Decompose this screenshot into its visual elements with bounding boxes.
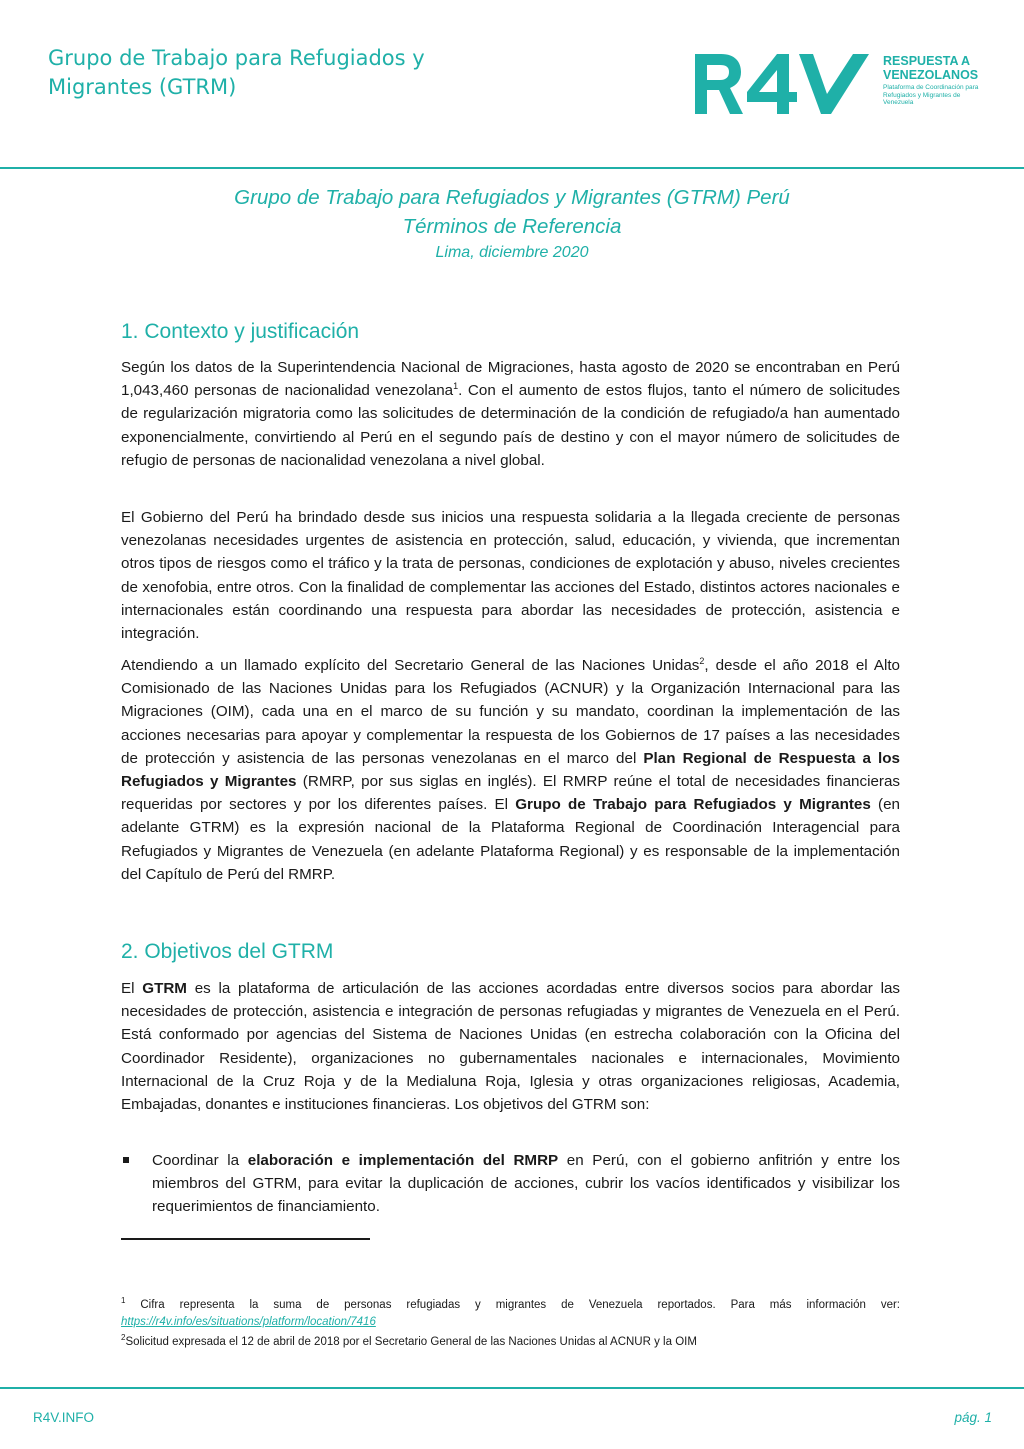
text: (RMRP, por sus siglas en inglés). El RMRP reúne el total de necesidades financieras requeridas por sectores y por los diferentes países. El (121, 773, 900, 814)
header-organization-name (48, 44, 468, 102)
paragraph-context-2: El Gobierno del Perú ha brindado desde sus inicios una respuesta solidaria a la llegada creciente de personas venezolanas necesidades urgentes de asistencia en protección, salud, educación, y vivienda, que incrementan otros tipos de riesgos como el tráfico y la trata de personas, condiciones de explotación y abuso, niveles crecientes de xenofobia, entre otros. Con la finalidad de complementar las acciones del Estado, distintos actores nacionales e internacionales están coordinando una respuesta para abordar las necesidades de protección, asistencia e integración. (121, 509, 900, 643)
header-divider (0, 167, 1024, 169)
document-date: Lima, diciembre 2020 (435, 244, 589, 261)
bold-gtrm-acronym: GTRM (142, 980, 187, 997)
list-item-text (152, 1149, 900, 1219)
logo-text (883, 54, 985, 107)
header-org-line2: Migrantes (GTRM) (48, 75, 237, 99)
section-heading-objectives: 2. Objetivos del GTRM (121, 940, 334, 963)
square-bullet-icon (123, 1157, 129, 1163)
text: en Perú, con el gobierno anfitrión y entre los miembros del GTRM, para evitar la duplicación de acciones, cubrir los vacíos identificados y visibilizar los requerimientos de financiamiento. (152, 1152, 900, 1216)
footnote-ref-1[interactable]: 1 (453, 381, 459, 392)
footnote-ref-2[interactable]: 2 (699, 655, 705, 666)
logo-text-line1: RESPUESTA A (883, 54, 971, 68)
document-title: Grupo de Trabajo para Refugiados y Migrantes (GTRM) Perú (234, 186, 790, 209)
section-heading-context: 1. Contexto y justificación (121, 320, 360, 343)
page-number: pág. 1 (954, 1410, 992, 1425)
footer-site-label: R4V.INFO (33, 1410, 95, 1425)
logo-tagline: Plataforma de Coordinación para Refugiados y Migrantes de Venezuela (883, 84, 979, 106)
footnote-number: 1 (121, 1296, 126, 1306)
text: es la plataforma de articulación de las acciones acordadas entre diversos socios para abordar las necesidades de protección, asistencia e integración de personas refugiadas y migrantes de Venezuela en el Perú. Está conformado por agencias del Sistema de Naciones Unidas (en estrecha colaboración con la Oficina del Coordinador Residente), organizaciones no gubernamentales nacionales e internacionales, Movimiento Internacional de la Cruz Roja y de la Medialuna Roja, Iglesia y otras organizaciones religiosas, Academia, Embajadas, donantes e instituciones financieras. Los objetivos del GTRM son: (121, 980, 900, 1114)
bold-rmrp: Plan Regional de Respuesta a los Refugiados y Migrantes (121, 749, 900, 791)
text: Atendiendo a un llamado explícito del Secretario General de las Naciones Unidas (121, 657, 700, 674)
bold-rmrp-implementation: elaboración e implementación del RMRP (247, 1152, 559, 1169)
text: Coordinar la (152, 1152, 248, 1169)
footnote-link[interactable]: https://r4v.info/es/situations/platform/location/7416 (121, 1315, 376, 1328)
footnote-1 (121, 1297, 900, 1330)
logo-text-line2: VENEZOLANOS (883, 68, 979, 82)
bold-gtrm: Grupo de Trabajo para Refugiados y Migrantes (515, 796, 871, 814)
text: Cifra representa la suma de personas refugiadas y migrantes de Venezuela reportados. Para más información ver: (125, 1299, 900, 1311)
header-org-line1: Grupo de Trabajo para Refugiados y (48, 46, 425, 70)
footnote-2 (121, 1334, 900, 1351)
footnote-separator (121, 1238, 370, 1240)
text: El (121, 980, 143, 997)
paragraph-context-1 (121, 356, 900, 472)
r4v-logo-mark-icon (695, 52, 873, 118)
text: Solicitud expresada el 12 de abril de 2018 por el Secretario General de las Naciones Unidas al ACNUR y la OIM (125, 1336, 697, 1348)
paragraph-objectives-1 (121, 977, 900, 1116)
r4v-logo (695, 52, 985, 118)
text: , desde el año 2018 el Alto Comisionado de las Naciones Unidas para los Refugiados (ACNUR) y la Organización Internacional para las Migraciones (OIM), cada una en el marco de su función y su mandato, coordinan la implementación de las acciones necesarias para apoyar y complementar la respuesta de los Gobiernos de 17 países a las necesidades de protección y asistencia de las personas venezolanas en el marco del (121, 657, 900, 767)
text: . Con el aumento de estos flujos, tanto el número de solicitudes de regularización migratoria como las solicitudes de determinación de la condición de refugiado/a han aumentado exponencialmente, convirtiendo al Perú en el segundo país de destino y con el mayor número de solicitudes de refugio de personas de nacionalidad venezolana a nivel global. (121, 382, 900, 469)
text: Según los datos de la Superintendencia Nacional de Migraciones, hasta agosto de 2020 se encontraban en Perú 1,043,460 personas de nacionalidad venezolana (121, 359, 900, 400)
paragraph-context-3 (121, 654, 900, 886)
footnote-number: 2 (121, 1333, 126, 1343)
document-subtitle: Términos de Referencia (402, 215, 622, 238)
footer-divider (0, 1387, 1024, 1389)
text: (en adelante GTRM) es la expresión nacional de la Plataforma Regional de Coordinación Interagencial para Refugiados y Migrantes de Venezuela (en adelante Plataforma Regional) y es responsable de la implementación del Capítulo de Perú del RMRP. (121, 796, 900, 883)
list-item (121, 1149, 900, 1219)
